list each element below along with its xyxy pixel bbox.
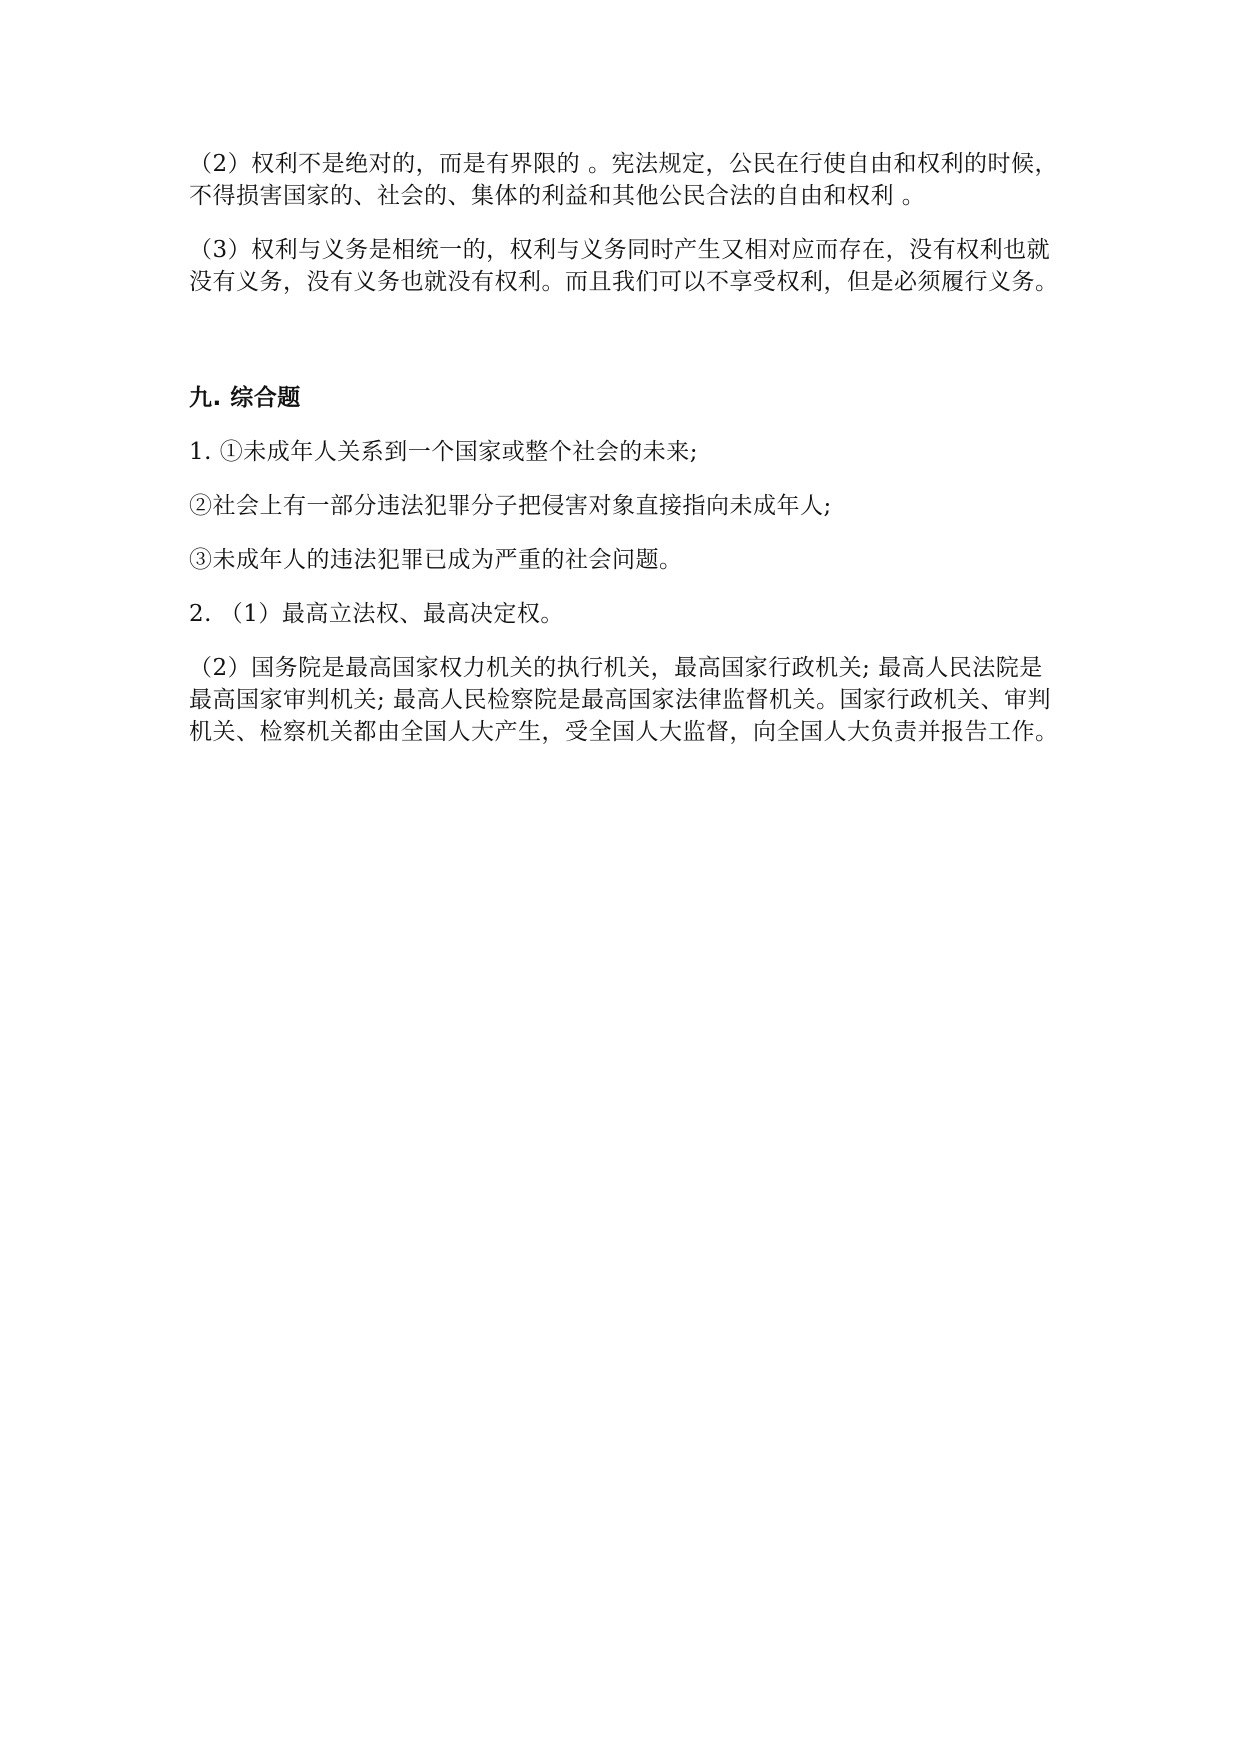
- answer-1-point-1: 1. ①未成年人关系到一个国家或整个社会的未来;: [189, 439, 699, 465]
- answer-paragraph-3: （3）权利与义务是相统一的，权利与义务同时产生又相对应而存在，没有权利也就没有义务，没有义务也就没有权利。而且我们可以不享受权利，但是必须履行义务。: [189, 237, 1059, 295]
- document-content: [189, 148, 1059, 748]
- answer-2-part-2: （2）国务院是最高国家权力机关的执行机关，最高国家行政机关; 最高人民法院是最高国家审判机关; 最高人民检察院是最高国家法律监督机关。国家行政机关、审判机关、检察机关都由全国人大产生，受全国人大监督，向全国人大负责并报告工作。: [189, 655, 1059, 745]
- answer-paragraph-2: （2）权利不是绝对的，而是有界限的 。宪法规定，公民在行使自由和权利的时候，不得损害国家的、社会的、集体的利益和其他公民合法的自由和权利 。: [189, 151, 1058, 209]
- answer-1-point-2: ②社会上有一部分违法犯罪分子把侵害对象直接指向未成年人;: [189, 493, 832, 519]
- answer-1-point-3: ③未成年人的违法犯罪已成为严重的社会问题。: [189, 547, 683, 573]
- section-heading: 九. 综合题: [189, 385, 301, 411]
- answer-2-part-1: 2. （1）最高立法权、最高决定权。: [189, 601, 564, 627]
